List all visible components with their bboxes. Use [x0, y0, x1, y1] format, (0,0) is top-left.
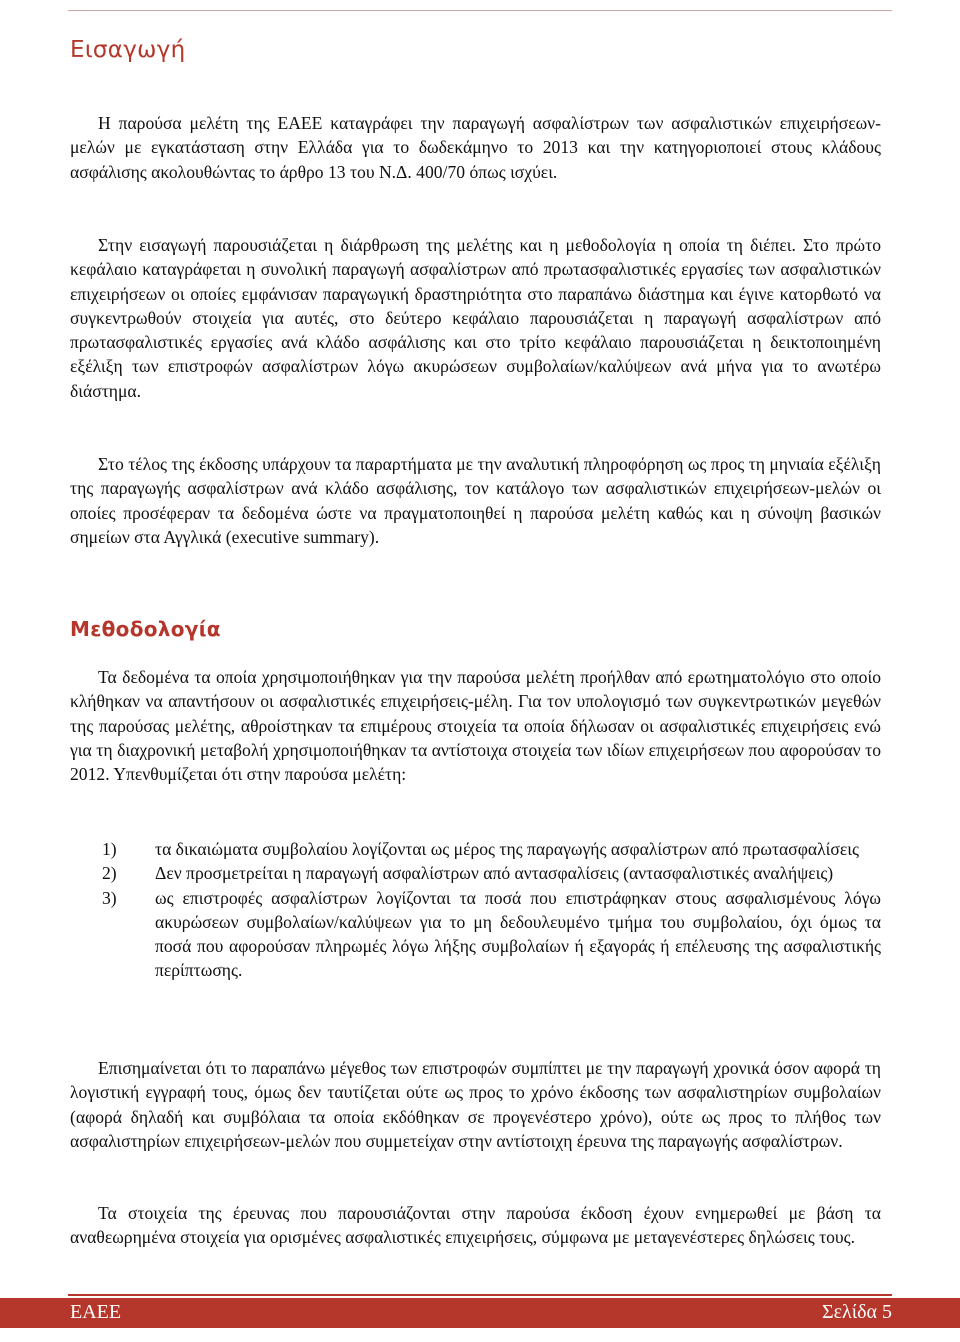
intro-paragraph-2: Στην εισαγωγή παρουσιάζεται η διάρθρωση της μελέτης και η μεθοδολογία η οποία τη διέπει. Στο πρώτο κεφάλαιο καταγράφεται η συνολική παραγωγή ασφαλίστρων από πρωτασφαλιστικές εργασίες των ασφαλιστικών επιχειρήσεων οι οποίες εμφάνισαν παραγωγική δραστηριότητα στο παραπάνω διάστημα και έγινε κατορθωτό να συγκεντρωθούν στοιχεία για αυτές, στο δεύτερο κεφάλαιο παρουσιάζεται η παραγωγή ασφαλίστρων από πρωτασφαλιστικές εργασίες ανά κλάδο ασφάλισης και στο τρίτο κεφάλαιο παρουσιάζεται η δεικτοποιημένη εξέλιξη των επιστροφών ασφαλίστρων λόγω ακυρώσεων συμβολαίων/καλύψεων ανά μήνα για το ανωτέρω διάστημα. — [70, 235, 881, 401]
footer-divider — [68, 1294, 892, 1296]
methodology-update-note — [70, 1201, 881, 1250]
methodology-paragraph-3: Τα στοιχεία της έρευνας που παρουσιάζονται στην παρούσα έκδοση έχουν ενημερωθεί με βάση τα αναθεωρημένα στοιχεία για ορισμένες ασφαλιστικές επιχειρήσεις, σύμφωνα με μεταγενέστερες δηλώσεις τους. — [70, 1203, 881, 1248]
methodology-intro — [70, 665, 881, 786]
methodology-paragraph-1: Τα δεδομένα τα οποία χρησιμοποιήθηκαν για την παρούσα μελέτη προήλθαν από ερωτηματολόγιο στο οποίο κλήθηκαν να απαντήσουν οι ασφαλιστικές επιχειρήσεις-μέλη. Για τον υπολογισμό των συγκεντρωτικών μεγεθών της παρούσας μελέτης, αθροίστηκαν τα επιμέρους στοιχεία τα οποία δήλωσαν οι ασφαλιστικές επιχειρήσεις ενώ για τη διαχρονική μεταβολή χρησιμοποιήθηκαν τα αντίστοιχα στοιχεία των ιδίων επιχειρήσεων που αφορούσαν το 2012. Υπενθυμίζεται ότι στην παρούσα μελέτη: — [70, 667, 881, 785]
intro-paragraph-1: Η παρούσα μελέτη της ΕΑΕΕ καταγράφει την παραγωγή ασφαλίστρων των ασφαλιστικών επιχειρήσεων-μελών με εγκατάσταση στην Ελλάδα για το δωδεκάμηνο το 2013 και την κατηγοριοποιεί στους κλάδους ασφάλισης ακολουθώντας το άρθρο 13 του Ν.Δ. 400/70 όπως ισχύει. — [70, 113, 881, 182]
list-item — [70, 886, 881, 983]
list-item — [70, 861, 881, 885]
list-item-number: 2) — [102, 863, 117, 884]
list-item-text: τα δικαιώματα συμβολαίου λογίζονται ως μέρος της παραγωγής ασφαλίστρων από πρωτασφαλίσεις — [155, 839, 859, 859]
intro-structure — [70, 233, 881, 403]
methodology-list — [70, 837, 881, 983]
methodology-heading: Μεθοδολογία — [70, 617, 221, 641]
methodology-returns-note — [70, 1056, 881, 1153]
intro-paragraph-3: Στο τέλος της έκδοσης υπάρχουν τα παραρτήματα με την αναλυτική πληροφόρηση ως προς τη μηνιαία εξέλιξη της παραγωγής ασφαλίστρων ανά κλάδο ασφάλισης, τον κατάλογο των ασφαλιστικών επιχειρήσεων-μελών οι οποίες προσέφεραν τα δεδομένα ώστε να πραγματοποιηθεί η παρούσα μελέτη καθώς και η σύνοψη βασικών σημείων στα Αγγλικά (executive summary). — [70, 454, 881, 547]
page-footer — [0, 1298, 960, 1328]
list-item — [70, 837, 881, 861]
intro-heading: Εισαγωγή — [70, 37, 186, 63]
list-item-text: Δεν προσμετρείται η παραγωγή ασφαλίστρων από αντασφαλίσεις (αντασφαλιστικές αναλήψεις) — [155, 863, 834, 884]
intro-appendix — [70, 452, 881, 549]
list-item-number: 1) — [102, 839, 117, 859]
top-divider — [68, 10, 892, 11]
intro-section — [70, 111, 881, 184]
footer-organization: ΕΑΕΕ — [70, 1301, 122, 1323]
footer-page-number: Σελίδα 5 — [821, 1301, 892, 1323]
list-item-text: ως επιστροφές ασφαλίστρων λογίζονται τα ποσά που επιστράφηκαν στους ασφαλισμένους λόγω ακυρώσεων συμβολαίων/καλύψεων για το μη δεδουλευμένο τμήμα του συμβολαίου, όχι όμως τα ποσά που αφορούσαν πληρωμές λόγω λήξης συμβολαίων ή εξαγοράς ή επέλευσης της ασφαλιστικής περίπτωσης. — [155, 887, 881, 981]
methodology-paragraph-2: Επισημαίνεται ότι το παραπάνω μέγεθος των επιστροφών συμπίπτει με την παραγωγή χρονικά όσον αφορά τη λογιστική εγγραφή τους, όμως δεν ταυτίζεται ούτε ως προς το χρόνο έκδοσης των ασφαλιστηρίων συμβολαίων (αφορά δηλαδή και συμβόλαια τα οποία εκδόθηκαν σε προγενέστερο χρόνο), ούτε ως προς το πλήθος των ασφαλιστηρίων επιχειρήσεων-μελών που συμμετείχαν στην αντίστοιχη έρευνα της παραγωγής ασφαλίστρων. — [70, 1058, 881, 1151]
list-item-number: 3) — [102, 887, 117, 908]
